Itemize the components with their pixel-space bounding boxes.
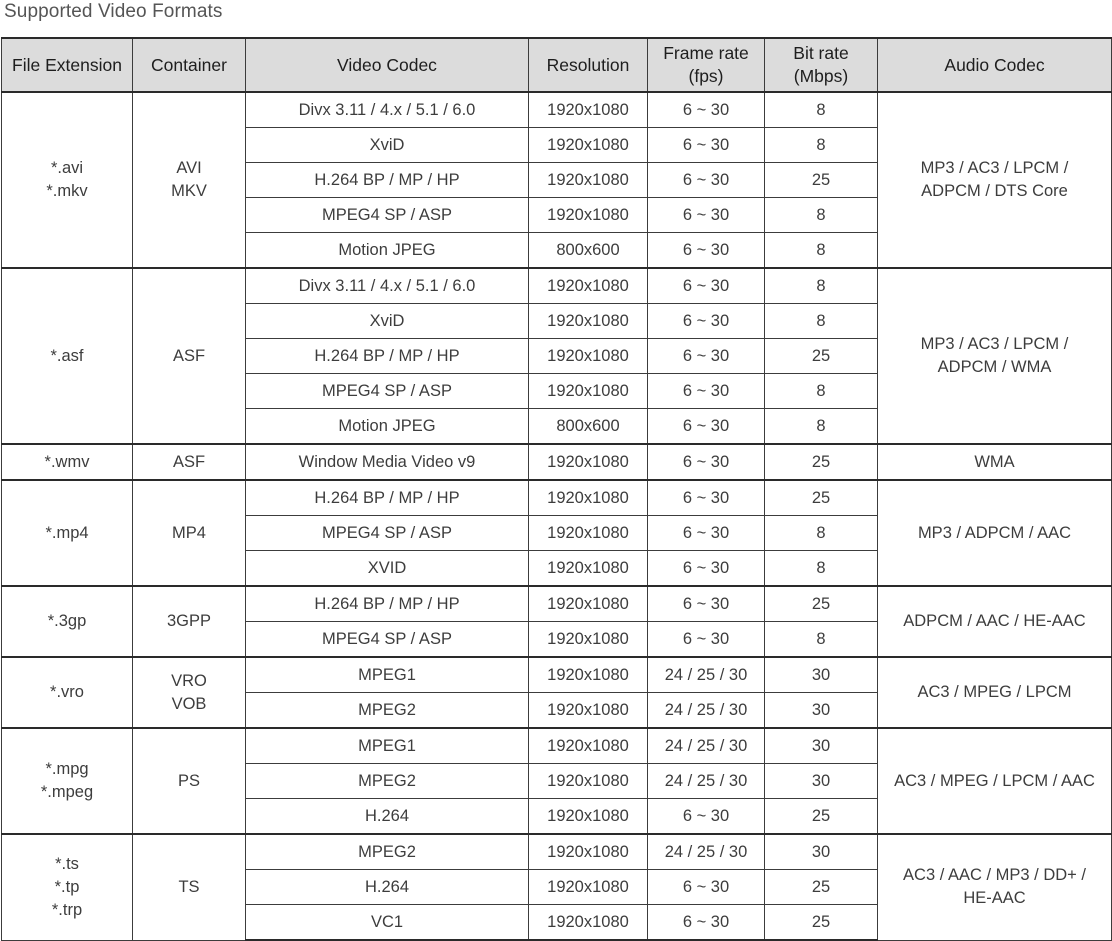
supported-video-formats-table [1, 37, 1112, 941]
header-frame-rate [648, 38, 765, 92]
bit-rate-cell: 8 [765, 304, 878, 339]
container-cell-line: PS [177, 771, 200, 790]
file-extension-cell-line: *.wmv [44, 452, 90, 471]
bit-rate-cell: 25 [765, 163, 878, 198]
video-codec-cell: H.264 [246, 799, 529, 835]
frame-rate-cell: 6 ~ 30 [648, 905, 765, 941]
video-codec-cell: H.264 BP / MP / HP [246, 586, 529, 622]
frame-rate-cell: 6 ~ 30 [648, 870, 765, 905]
frame-rate-cell: 24 / 25 / 30 [648, 764, 765, 799]
frame-rate-cell: 6 ~ 30 [648, 622, 765, 658]
container-cell-line: 3GPP [166, 612, 212, 630]
audio-codec-cell-line: MP3 / ADPCM / AAC [917, 523, 1072, 542]
header-bit-rate-line2: (Mbps) [793, 66, 849, 86]
audio-codec-cell-line: ADPCM / DTS Core [921, 182, 1068, 200]
audio-codec-cell-line: MP3 / AC3 / LPCM / [920, 159, 1069, 177]
bit-rate-cell: 25 [765, 586, 878, 622]
video-codec-cell: VC1 [246, 905, 529, 941]
file-extension-cell-line: *.trp [51, 900, 83, 919]
container-cell [133, 728, 246, 834]
page-title: Supported Video Formats [4, 1, 223, 22]
frame-rate-cell: 6 ~ 30 [648, 799, 765, 835]
frame-rate-cell: 6 ~ 30 [648, 444, 765, 480]
table-row [2, 92, 1112, 128]
container-cell [133, 92, 246, 268]
video-codec-cell: H.264 BP / MP / HP [246, 339, 529, 374]
bit-rate-cell: 8 [765, 233, 878, 269]
table-row [2, 657, 1112, 693]
resolution-cell: 1920x1080 [529, 92, 648, 128]
resolution-cell: 1920x1080 [529, 374, 648, 409]
audio-codec-cell [878, 92, 1112, 268]
file-extension-cell-line: *.vro [50, 683, 84, 701]
bit-rate-cell: 30 [765, 834, 878, 870]
file-extension-cell-line: *.mpg [45, 760, 89, 778]
frame-rate-cell: 6 ~ 30 [648, 586, 765, 622]
file-extension-cell [2, 92, 133, 268]
resolution-cell: 1920x1080 [529, 163, 648, 198]
bit-rate-cell: 25 [765, 799, 878, 835]
header-container: Container [133, 38, 246, 92]
resolution-cell: 1920x1080 [529, 516, 648, 551]
bit-rate-cell: 30 [765, 657, 878, 693]
table-row [2, 834, 1112, 870]
frame-rate-cell: 6 ~ 30 [648, 163, 765, 198]
video-codec-cell: H.264 [246, 870, 529, 905]
audio-codec-cell-line: ADPCM / WMA [937, 358, 1052, 376]
resolution-cell: 1920x1080 [529, 480, 648, 516]
frame-rate-cell: 6 ~ 30 [648, 480, 765, 516]
audio-codec-cell-line: AC3 / AAC / MP3 / DD+ / [903, 866, 1086, 885]
container-cell-line: VRO [171, 671, 207, 690]
video-codec-cell: MPEG4 SP / ASP [246, 622, 529, 658]
frame-rate-cell: 6 ~ 30 [648, 92, 765, 128]
file-extension-cell [2, 268, 133, 444]
container-cell [133, 480, 246, 586]
frame-rate-cell: 24 / 25 / 30 [648, 693, 765, 729]
video-codec-cell: MPEG1 [246, 657, 529, 693]
bit-rate-cell: 8 [765, 622, 878, 658]
container-cell [133, 657, 246, 728]
bit-rate-cell: 8 [765, 409, 878, 445]
table-row [2, 586, 1112, 622]
frame-rate-cell: 6 ~ 30 [648, 304, 765, 339]
video-codec-cell: XVID [246, 551, 529, 587]
table-row [2, 728, 1112, 764]
header-bit-rate-line1: Bit rate [793, 43, 849, 63]
header-frame-rate-line2: (fps) [688, 66, 724, 86]
header-file-extension: File Extension [2, 38, 133, 92]
frame-rate-cell: 6 ~ 30 [648, 233, 765, 269]
bit-rate-cell: 25 [765, 870, 878, 905]
audio-codec-cell [878, 268, 1112, 444]
table-row [2, 268, 1112, 304]
bit-rate-cell: 30 [765, 728, 878, 764]
container-cell-line: ASF [172, 452, 206, 471]
resolution-cell: 1920x1080 [529, 622, 648, 658]
resolution-cell: 1920x1080 [529, 586, 648, 622]
bit-rate-cell: 25 [765, 480, 878, 516]
bit-rate-cell: 30 [765, 764, 878, 799]
container-cell-line: MKV [171, 182, 207, 200]
resolution-cell: 800x600 [529, 409, 648, 445]
file-extension-cell-line: *.asf [50, 346, 84, 365]
container-cell [133, 586, 246, 657]
file-extension-cell [2, 728, 133, 834]
container-cell [133, 834, 246, 940]
resolution-cell: 1920x1080 [529, 834, 648, 870]
frame-rate-cell: 6 ~ 30 [648, 516, 765, 551]
bit-rate-cell: 8 [765, 198, 878, 233]
video-codec-cell: Window Media Video v9 [246, 444, 529, 480]
resolution-cell: 800x600 [529, 233, 648, 269]
file-extension-cell [2, 834, 133, 940]
table-row [2, 444, 1112, 480]
header-audio-codec: Audio Codec [878, 38, 1112, 92]
header-resolution: Resolution [529, 38, 648, 92]
video-codec-cell: H.264 BP / MP / HP [246, 480, 529, 516]
video-codec-cell: MPEG4 SP / ASP [246, 516, 529, 551]
video-codec-cell: H.264 BP / MP / HP [246, 163, 529, 198]
bit-rate-cell: 8 [765, 551, 878, 587]
resolution-cell: 1920x1080 [529, 799, 648, 835]
frame-rate-cell: 6 ~ 30 [648, 339, 765, 374]
file-extension-cell [2, 657, 133, 728]
audio-codec-cell [878, 480, 1112, 586]
resolution-cell: 1920x1080 [529, 198, 648, 233]
video-codec-cell: Divx 3.11 / 4.x / 5.1 / 6.0 [246, 92, 529, 128]
frame-rate-cell: 24 / 25 / 30 [648, 834, 765, 870]
video-codec-cell: MPEG2 [246, 834, 529, 870]
video-codec-cell: MPEG2 [246, 764, 529, 799]
video-codec-cell: XviD [246, 304, 529, 339]
table-body [2, 92, 1112, 940]
frame-rate-cell: 6 ~ 30 [648, 409, 765, 445]
frame-rate-cell: 24 / 25 / 30 [648, 657, 765, 693]
frame-rate-cell: 6 ~ 30 [648, 268, 765, 304]
file-extension-cell [2, 444, 133, 480]
bit-rate-cell: 25 [765, 905, 878, 941]
resolution-cell: 1920x1080 [529, 657, 648, 693]
audio-codec-cell [878, 444, 1112, 480]
frame-rate-cell: 6 ~ 30 [648, 198, 765, 233]
bit-rate-cell: 8 [765, 128, 878, 163]
audio-codec-cell-line: ADPCM / AAC / HE-AAC [903, 612, 1086, 630]
audio-codec-cell-line: MP3 / AC3 / LPCM / [920, 335, 1069, 353]
header-frame-rate-line1: Frame rate [663, 43, 749, 63]
container-cell [133, 268, 246, 444]
resolution-cell: 1920x1080 [529, 728, 648, 764]
video-codec-cell: XviD [246, 128, 529, 163]
audio-codec-cell-line: HE-AAC [963, 889, 1026, 908]
frame-rate-cell: 6 ~ 30 [648, 128, 765, 163]
video-codec-cell: MPEG4 SP / ASP [246, 374, 529, 409]
resolution-cell: 1920x1080 [529, 693, 648, 729]
file-extension-cell-line: *.ts [55, 854, 79, 873]
resolution-cell: 1920x1080 [529, 444, 648, 480]
header-row [2, 38, 1112, 92]
resolution-cell: 1920x1080 [529, 870, 648, 905]
header-video-codec: Video Codec [246, 38, 529, 92]
frame-rate-cell: 6 ~ 30 [648, 551, 765, 587]
container-cell [133, 444, 246, 480]
bit-rate-cell: 8 [765, 374, 878, 409]
file-extension-cell-line: *.mkv [46, 182, 88, 200]
resolution-cell: 1920x1080 [529, 128, 648, 163]
resolution-cell: 1920x1080 [529, 339, 648, 374]
file-extension-cell-line: *.avi [50, 159, 84, 177]
bit-rate-cell: 25 [765, 444, 878, 480]
file-extension-cell-line: *.mp4 [45, 523, 89, 542]
audio-codec-cell [878, 586, 1112, 657]
container-cell-line: MP4 [172, 523, 206, 542]
bit-rate-cell: 25 [765, 339, 878, 374]
video-codec-cell: Divx 3.11 / 4.x / 5.1 / 6.0 [246, 268, 529, 304]
video-codec-cell: MPEG4 SP / ASP [246, 198, 529, 233]
resolution-cell: 1920x1080 [529, 905, 648, 941]
resolution-cell: 1920x1080 [529, 268, 648, 304]
frame-rate-cell: 24 / 25 / 30 [648, 728, 765, 764]
audio-codec-cell-line: WMA [974, 452, 1015, 471]
file-extension-cell-line: *.3gp [47, 612, 87, 630]
bit-rate-cell: 8 [765, 268, 878, 304]
resolution-cell: 1920x1080 [529, 551, 648, 587]
table-row [2, 480, 1112, 516]
video-codec-cell: MPEG2 [246, 693, 529, 729]
audio-codec-cell [878, 657, 1112, 728]
file-extension-cell [2, 480, 133, 586]
resolution-cell: 1920x1080 [529, 304, 648, 339]
video-codec-cell: MPEG1 [246, 728, 529, 764]
resolution-cell: 1920x1080 [529, 764, 648, 799]
container-cell-line: TS [178, 877, 200, 896]
file-extension-cell-line: *.mpeg [40, 783, 94, 801]
file-extension-cell-line: *.tp [54, 877, 80, 896]
container-cell-line: VOB [171, 694, 207, 713]
container-cell-line: AVI [176, 159, 202, 177]
bit-rate-cell: 8 [765, 92, 878, 128]
file-extension-cell [2, 586, 133, 657]
audio-codec-cell [878, 834, 1112, 940]
header-bit-rate [765, 38, 878, 92]
audio-codec-cell [878, 728, 1112, 834]
frame-rate-cell: 6 ~ 30 [648, 374, 765, 409]
bit-rate-cell: 30 [765, 693, 878, 729]
bit-rate-cell: 8 [765, 516, 878, 551]
container-cell-line: ASF [172, 346, 206, 365]
audio-codec-cell-line: AC3 / MPEG / LPCM [917, 683, 1072, 701]
video-codec-cell: Motion JPEG [246, 233, 529, 269]
audio-codec-cell-line: AC3 / MPEG / LPCM / AAC [894, 771, 1095, 790]
video-codec-cell: Motion JPEG [246, 409, 529, 445]
